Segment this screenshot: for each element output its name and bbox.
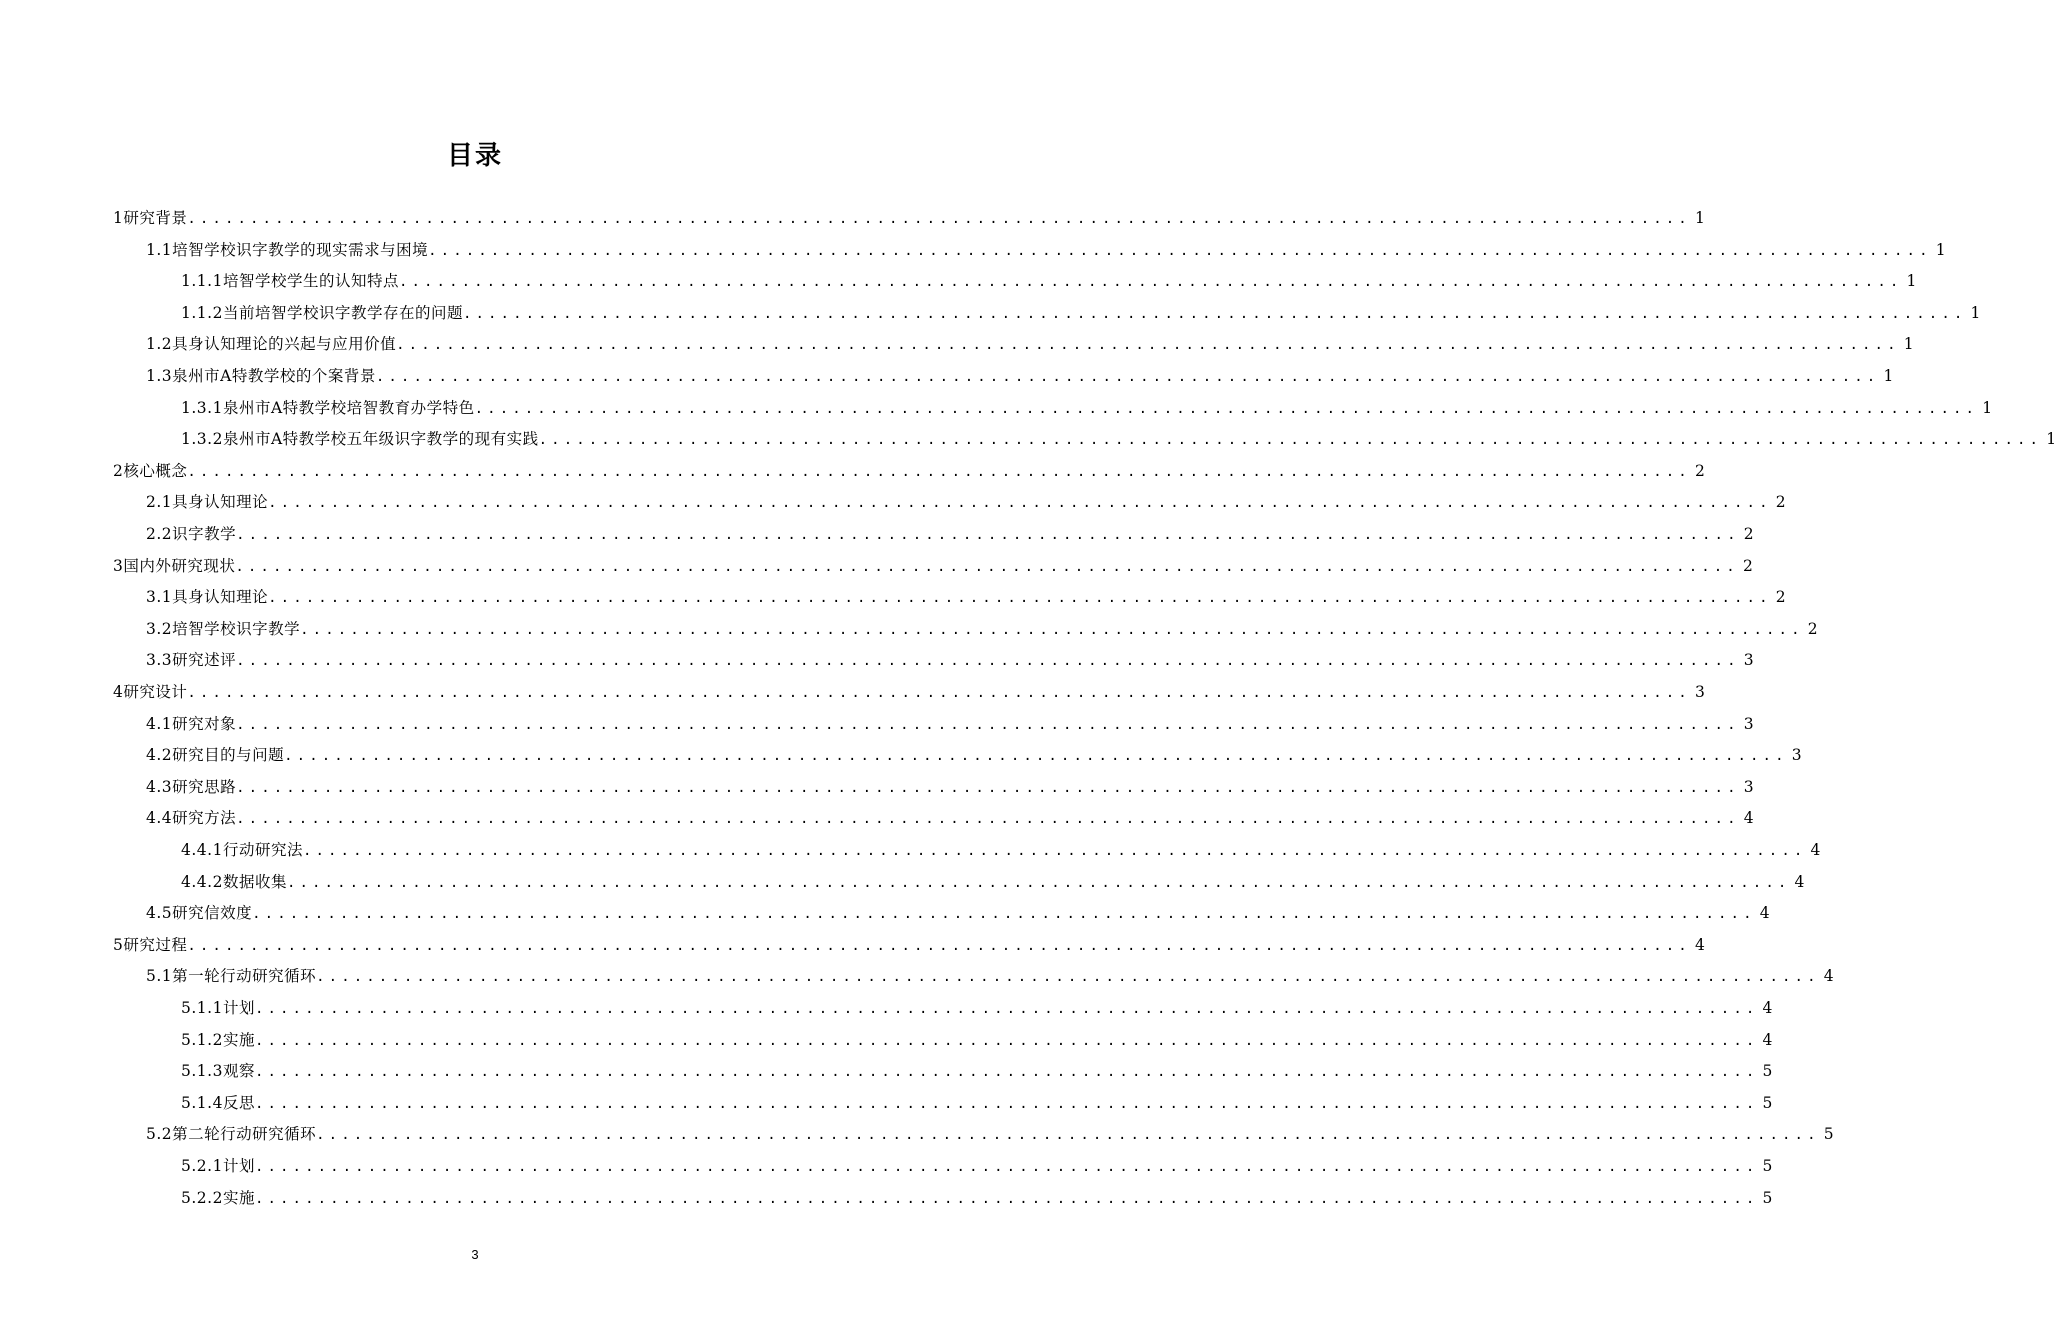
toc-entry-page: 2 [1775,588,1786,607]
toc-entry-page: 3 [1791,746,1802,765]
toc-entry-page: 4 [1743,809,1754,828]
toc-dot-leader: ........................................................................................................................ [462,305,1967,322]
toc-entry-page: 4 [1694,935,1705,954]
toc-dot-leader: ........................................................................................................................ [254,1190,1759,1207]
toc-entry-label: 2核心概念 [113,461,188,480]
toc-entry-label: 4.2研究目的与问题 [146,746,285,765]
toc-dot-leader: ........................................................................................................................ [236,779,1740,796]
toc-entry[interactable] [146,585,1786,609]
toc-dot-leader: ........................................................................................................................ [300,621,1804,638]
toc-entry-label: 4.4.1行动研究法 [181,841,303,859]
toc-dot-leader: ........................................................................................................................ [252,906,1756,923]
toc-entry-page: 1 [1906,272,1917,291]
toc-entry[interactable] [146,712,1754,736]
toc-entry-label: 4.4.2数据收集 [181,872,287,891]
toc-entry[interactable] [181,269,1917,293]
toc-dot-leader: ........................................................................................................................ [396,337,1900,354]
toc-entry[interactable] [181,996,1773,1020]
toc-entry[interactable] [113,206,1705,230]
toc-entry[interactable] [181,1186,1773,1210]
toc-entry[interactable] [113,933,1705,957]
toc-entry[interactable] [181,1028,1773,1052]
toc-entry-label: 3国内外研究现状 [113,556,236,575]
toc-entry-label: 5.2.2实施 [181,1188,255,1207]
toc-entry[interactable] [146,648,1754,672]
toc-dot-leader: ........................................................................................................................ [254,1064,1759,1081]
toc-entry-label: 4.3研究思路 [146,777,237,796]
toc-dot-leader: ........................................................................................................................ [375,369,1880,385]
toc-entry-label: 3.3研究述评 [146,651,237,670]
toc-entry-label: 5.1.1计划 [181,999,255,1017]
toc-entry[interactable] [146,490,1786,514]
toc-entry-page: 5 [1762,1157,1773,1175]
toc-entry-label: 4.4研究方法 [146,809,237,828]
toc-dot-leader: ........................................................................................................................ [268,495,1772,512]
toc-entry-label: 4.5研究信效度 [146,904,253,923]
toc-entry-page: 1 [2046,430,2056,449]
toc-dot-leader: ........................................................................................................................ [316,969,1820,986]
toc-entry-page: 3 [1694,683,1705,701]
toc-dot-leader: ........................................................................................................................ [236,811,1740,828]
toc-entry-page: 2 [1775,493,1786,512]
toc-entry[interactable] [146,901,1770,925]
toc-dot-leader: ........................................................................................................................ [474,400,1979,417]
toc-entry-page: 1 [1970,303,1981,322]
toc-entry-page: 5 [1762,1188,1773,1207]
toc-entry-label: 5.1.4反思 [181,1093,255,1112]
toc-entry[interactable] [181,427,2056,451]
toc-entry-label: 1.2具身认知理论的兴起与应用价值 [146,335,397,354]
toc-dot-leader: ........................................................................................................................ [187,685,1691,701]
toc-dot-leader: ........................................................................................................................ [286,874,1791,891]
toc-entry[interactable] [181,838,1821,862]
toc-entry-page: 1 [1903,335,1914,354]
toc-entry[interactable] [113,680,1705,704]
toc-entry-label: 2.2识字教学 [146,525,237,543]
toc-dot-leader: ........................................................................................................................ [284,748,1788,765]
toc-entry[interactable] [146,332,1914,356]
toc-entry-page: 4 [1762,1030,1773,1049]
toc-entry[interactable] [146,238,1946,262]
toc-entry[interactable] [181,1154,1773,1178]
toc-entry-label: 5.1.2实施 [181,1030,255,1049]
toc-entry-page: 2 [1742,556,1753,575]
toc-entry-label: 4.1研究对象 [146,714,237,733]
toc-entry-label: 3.1具身认知理论 [146,588,269,607]
toc-entry-page: 4 [1810,841,1821,859]
toc-entry-label: 5研究过程 [113,935,188,954]
toc-dot-leader: ........................................................................................................................ [398,274,1903,291]
toc-entry[interactable] [146,522,1754,546]
toc-dot-leader: ........................................................................................................................ [187,463,1691,480]
toc-entry-page: 2 [1694,461,1705,480]
toc-entry-page: 3 [1743,777,1754,796]
toc-entry[interactable] [113,459,1705,483]
toc-dot-leader: ........................................................................................................................ [302,843,1807,859]
toc-entry[interactable] [181,301,1981,325]
toc-dot-leader: ........................................................................................................................ [254,1001,1759,1017]
toc-entry-label: 5.1.3观察 [181,1062,255,1081]
toc-entry-page: 3 [1743,651,1754,670]
toc-entry-label: 1研究背景 [113,209,188,227]
toc-entry-label: 1.1培智学校识字教学的现实需求与困境 [146,240,429,259]
toc-dot-leader: ........................................................................................................................ [316,1127,1820,1144]
toc-dot-leader: ........................................................................................................................ [254,1095,1759,1112]
toc-entry-page: 1 [1982,398,1993,417]
toc-entry-page: 1 [1883,367,1894,385]
toc-dot-leader: ........................................................................................................................ [236,653,1740,670]
toc-entry-page: 1 [1935,240,1946,259]
toc-entry-label: 1.3泉州市A特教学校的个案背景 [146,367,376,385]
toc-entry-page: 1 [1694,209,1705,227]
toc-entry[interactable] [146,743,1802,767]
toc-entry-page: 5 [1823,1125,1834,1144]
toc-entry-label: 1.3.2泉州市A特教学校五年级识字教学的现有实践 [181,430,539,449]
toc-entry[interactable] [146,775,1754,799]
toc-entry-label: 3.2培智学校识字教学 [146,619,301,638]
toc-dot-leader: ........................................................................................................................ [187,211,1691,227]
toc-entry-page: 4 [1759,904,1770,923]
toc-entry-label: 5.1第一轮行动研究循环 [146,967,317,986]
toc-entry-page: 5 [1762,1062,1773,1081]
toc-dot-leader: ........................................................................................................................ [236,716,1740,733]
toc-entry-page: 2 [1743,525,1754,543]
toc-entry-label: 4研究设计 [113,683,188,701]
toc-entry-page: 4 [1823,967,1834,986]
toc-dot-leader: ........................................................................................................................ [428,242,1932,259]
toc-dot-leader: ........................................................................................................................ [236,527,1740,543]
toc-entry-label: 1.3.1泉州市A特教学校培智教育办学特色 [181,398,475,417]
toc-entry-page: 5 [1762,1093,1773,1112]
toc-entry[interactable] [113,554,1753,578]
toc-dot-leader: ........................................................................................................................ [254,1032,1759,1049]
toc-entry-page: 4 [1762,999,1773,1017]
toc-entry[interactable] [181,1091,1773,1115]
toc-dot-leader: ........................................................................................................................ [235,558,1739,575]
toc-entry[interactable] [146,1122,1834,1146]
toc-entry-label: 1.1.1培智学校学生的认知特点 [181,272,399,291]
toc-entry-label: 2.1具身认知理论 [146,493,269,512]
toc-entry-label: 5.2.1计划 [181,1157,255,1175]
toc-entry[interactable] [181,396,1993,420]
toc-entry[interactable] [181,870,1805,894]
toc-entry-label: 5.2第二轮行动研究循环 [146,1125,317,1144]
toc-entry[interactable] [146,617,1818,641]
toc-dot-leader: ........................................................................................................................ [187,937,1691,954]
toc-entry-label: 1.1.2当前培智学校识字教学存在的问题 [181,303,463,322]
toc-entry[interactable] [146,806,1754,830]
toc-entry[interactable] [146,364,1894,388]
toc-entry-page: 4 [1794,872,1805,891]
toc-entry-page: 2 [1807,619,1818,638]
toc-entry-page: 3 [1743,714,1754,733]
toc-dot-leader: ........................................................................................................................ [268,590,1772,607]
toc-entry[interactable] [181,1059,1773,1083]
toc-entry[interactable] [146,964,1834,988]
page-title: 目录 [446,141,503,171]
toc-dot-leader: ........................................................................................................................ [254,1159,1759,1175]
toc-dot-leader: ........................................................................................................................ [538,432,2043,449]
page-number: 3 [471,1247,479,1262]
